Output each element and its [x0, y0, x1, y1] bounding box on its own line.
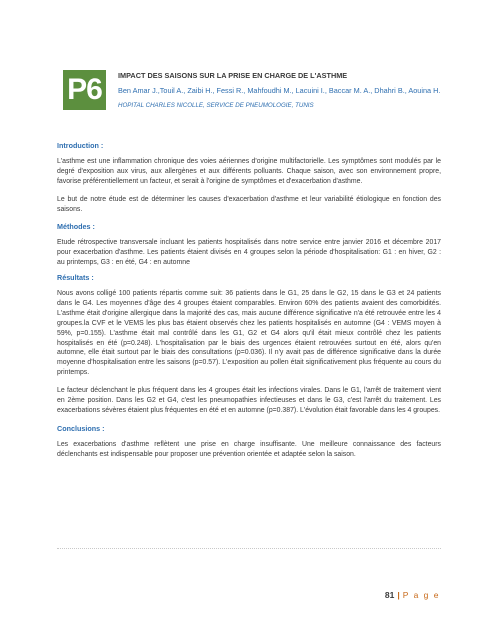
- introduction-heading: Introduction :: [57, 141, 104, 150]
- methodes-heading: Méthodes :: [57, 222, 95, 232]
- page-label: P a g e: [402, 590, 440, 600]
- resultats-paragraph-2: Le facteur déclenchant le plus fréquent dans les 4 groupes était les infections virales. Dans le G1, l'arrêt de traitement vient en 2ème position. Dans les G2 et G4, c'est les pneumopathies infectieuses et dans le G3, c'est l'arrêt du traitement. Les exacerbations sévères étaient plus fréquentes en été et en automne (p=0.387). L'évolution était favorable dans les 4 groupes.: [57, 387, 441, 414]
- resultats-heading: Résultats :: [57, 273, 94, 283]
- page-number: 81: [384, 590, 395, 600]
- abstract-code-badge: P6: [63, 70, 106, 110]
- authors-line: Ben Amar J.,Touil A., Zaibi H., Fessi R., Mahfoudhi M., Lacuini I., Baccar M. A., Dhahri B., Aouina H.: [118, 86, 441, 95]
- affiliation-line: HOPITAL CHARLES NICOLLE, SERVICE DE PNEUMOLOGIE, TUNIS: [118, 102, 314, 109]
- conclusions-heading: Conclusions :: [57, 423, 105, 433]
- resultats-paragraph-1: Nous avons colligé 100 patients répartis comme suit: 36 patients dans le G1, 25 dans le G2, 15 dans le G3 et 24 patients dans le G4. Les moyennes d'âge des 4 groupes étaient comparables. Environ 60% des patients avaient des comorbidités. L'asthme était d'origine allergique dans la majorité des cas, mais aucune différence significative n'a été retrouvée entre les 4 groupes.la CVF et le VEMS les plus bas étaient observés chez les patients hospitalisés en automne (G4 : VEMS moyen à 59%, p=0.155). L'asthme était mal contrôlé dans les G1, G2 et G4 alors qu'il était mieux contrôlé chez les patients hospitalisés en été (p=0.248). L'hospitalisation par le biais des urgences étaient retrouvées surtout en été, alors qu'en automne, elle était surtout par le biais des consultations (p=0.036). Il n'y avait pas de différence significative dans la durée moyenne d'hospitalisation entre les saisons (p=0.57). L'exposition au pollen était significativement plus fréquente au cours du printemps.: [57, 289, 441, 377]
- abstract-title: IMPACT DES SAISONS SUR LA PRISE EN CHARGE DE L'ASTHME: [118, 71, 348, 80]
- page-footer: [385, 590, 440, 600]
- methodes-paragraph: Etude rétrospective transversale incluant les patients hospitalisés dans notre service entre janvier 2016 et décembre 2017 pour exacerbation d'asthme. Les patients étaient divisés en 4 groupes selon la période d'hospitalisation: G1 : en hiver, G2 : au printemps, G3 : en été, G4 : en automne: [57, 239, 441, 267]
- abstract-body: [57, 141, 441, 468]
- footer-separator: |: [397, 590, 400, 600]
- footer-divider: [57, 548, 441, 549]
- conclusions-paragraph: Les exacerbations d'asthme reflètent une prise en charge insuffisante. Une meilleure connaissance des facteurs déclenchants est indispensable pour proposer une prévention orientée et adaptée selon la saison.: [57, 440, 441, 458]
- introduction-paragraph-2: Le but de notre étude est de déterminer les causes d'exacerbation d'asthme et leur variabilité étiologique en fonction des saisons.: [57, 195, 441, 213]
- introduction-paragraph-1: L'asthme est une inflammation chronique des voies aériennes d'origine multifactorielle. Les symptômes sont modulés par le degré d'exposition aux virus, aux allergènes et aux différents polluants. Chaque saison, avec son environnement propre, favorise préférentiellement un facteur, et serait à l'origine de symptômes et d'exacerbation d'asthme.: [57, 157, 441, 185]
